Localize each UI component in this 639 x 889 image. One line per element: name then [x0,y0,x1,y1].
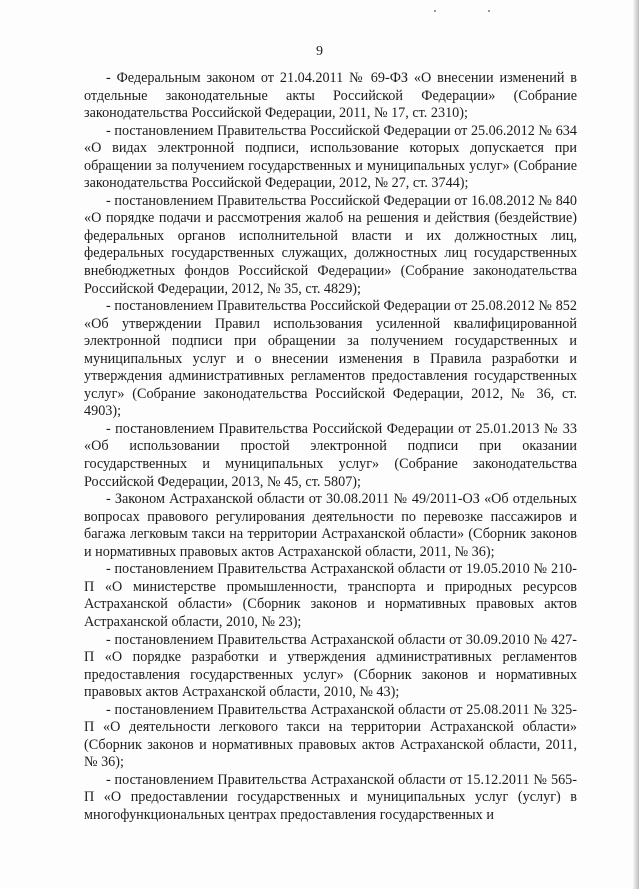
list-item-regional-resolution-565: - постановлением Правительства Астраханской области от 15.12.2011 № 565-П «О предоставлении государственных и муниципальных услуг (услуг) в многофункциональных центрах предоставления государственных и [84,771,577,823]
list-item-resolution-840: - постановлением Правительства Российской Федерации от 16.08.2012 № 840 «О порядке подачи и рассмотрения жалоб на решения и действия (бездействие) федеральных органов исполнительной власти и их должностных лиц, федеральных государственных служащих, должностных лиц государственных внебюджетных фондов Российской Федерации» (Собрание законодательства Российской Федерации, 2012, № 35, ст. 4829); [84,192,577,297]
list-item-resolution-33: - постановлением Правительства Российской Федерации от 25.01.2013 № 33 «Об использовании простой электронной подписи при оказании государственных и муниципальных услуг» (Собрание законодательства Российской Федерации, 2013, № 45, ст. 5807); [84,420,577,490]
list-item-resolution-852: - постановлением Правительства Российской Федерации от 25.08.2012 № 852 «Об утверждении Правил использования усиленной квалифицированной электронной подписи при обращении за получением государственных и муниципальных услуг и о внесении изменения в Правила разработки и утверждения административных регламентов предоставления государственных услуг» (Собрание законодательства Российской Федерации, 2012, № 36, ст. 4903); [84,298,577,420]
document-body [84,70,577,825]
list-item-regional-resolution-325: - постановлением Правительства Астраханской области от 25.08.2011 № 325-П «О деятельности легкового такси на территории Астраханской области» (Сборник законов и нормативных правовых актов Астраханской области, 2011, № 36); [84,701,577,771]
list-item-resolution-634: - постановлением Правительства Российской Федерации от 25.06.2012 № 634 «О видах электронной подписи, использование которых допускается при обращении за получением государственных и муниципальных услуг» (Собрание законодательства Российской Федерации, 2012, № 27, ст. 3744); [84,122,577,192]
list-item-federal-law-69: - Федеральным законом от 21.04.2011 № 69-ФЗ «О внесении изменений в отдельные законодательные акты Российской Федерации» (Собрание законодательства Российской Федерации, 2011, № 17, ст. 2310); [84,70,577,122]
list-item-regional-resolution-210: - постановлением Правительства Астраханской области от 19.05.2010 № 210-П «О министерстве промышленности, транспорта и природных ресурсов Астраханской области» (Сборник законов и нормативных правовых актов Астраханской области, 2010, № 23); [84,561,577,630]
list-item-regional-law-49: - Законом Астраханской области от 30.08.2011 № 49/2011-ОЗ «Об отдельных вопросах правового регулирования деятельности по перевозке пассажиров и багажа легковым такси на территории Астраханской области» (Сборник законов и нормативных правовых актов Астраханской области, 2011, № 36); [84,491,577,560]
scan-artifact [430,10,510,14]
scan-shadow-edge [633,0,639,889]
list-item-regional-resolution-427: - постановлением Правительства Астраханской области от 30.09.2010 № 427-П «О порядке разработки и утверждения административных регламентов предоставления государственных услуг» (Сборник законов и нормативных правовых актов Астраханской области, 2010, № 43); [84,631,577,701]
page-number: 9 [316,44,323,59]
